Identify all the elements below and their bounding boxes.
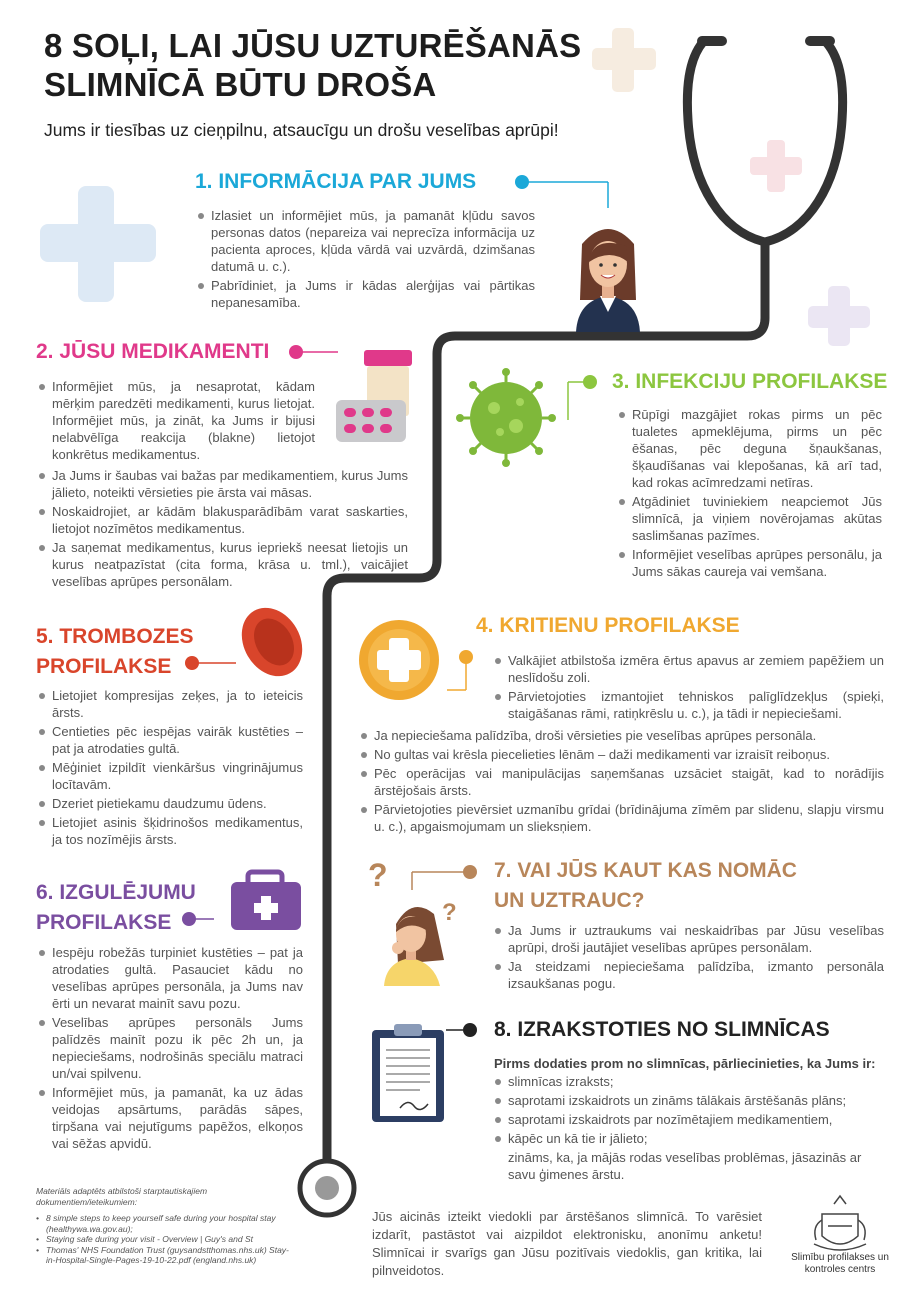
- plus-icon: [808, 286, 870, 346]
- woman-avatar-icon: [576, 229, 640, 332]
- list-item: Pārvietojoties pievērsiet uzmanību grīdai (brīdinājuma zīmēm par slidenu, slapju virsmu u. c.), apgaismojumam un slieksņiem.: [360, 801, 884, 835]
- section-7-title-line2: UN UZTRAUC?: [494, 889, 645, 912]
- list-item: Informējiet mūs, ja nesaprotat, kādam mērķim paredzēti medikamenti, kurus lietojat. Informējiet mūs, ja zināt, ka Jums ir bijusi nelabvēlīga reakcija (blakne) lietojot konkrētus medikamentus.: [38, 378, 315, 463]
- list-item: kāpēc un kā tie ir jālieto;: [494, 1130, 884, 1147]
- section-2-list-wide: [38, 467, 408, 592]
- references: [36, 1186, 296, 1266]
- references-intro: Materiāls adaptēts atbilstoši starptautiskajiem dokumentiem/ieteikumiem:: [36, 1186, 208, 1207]
- section-8-lead: Pirms dodaties prom no slimnīcas, pārliecinieties, ka Jums ir:: [494, 1056, 876, 1071]
- list-item: Ja nepieciešama palīdzība, droši vērsieties pie veselības aprūpes personāla.: [360, 727, 884, 744]
- section-1-list: [197, 207, 535, 313]
- page-title-line2: SLIMNĪCĀ BŪTU DROŠA: [44, 66, 437, 103]
- list-item: Veselības aprūpes personāls Jums palīdzēs mainīt pozu ik pēc 2h un, ja nepieciešams, nodrošinās speciālu matraci un/vai spilvenu.: [38, 1014, 303, 1082]
- emblem-icon: [814, 1196, 866, 1250]
- list-item: Ja steidzami nepieciešama palīdzība, izmanto personāla izsaukšanas pogu.: [494, 958, 884, 992]
- list-item: saprotami izskaidrots un zināms tālākais ārstēšanās plāns;: [494, 1092, 884, 1109]
- svg-text:?: ?: [368, 857, 388, 893]
- section-4-list-top: [494, 652, 884, 724]
- section-8-list: [494, 1073, 884, 1147]
- list-item: slimnīcas izraksts;: [494, 1073, 884, 1090]
- virus-icon: [456, 368, 556, 467]
- section-6-title: [36, 878, 196, 938]
- reference-item: • Thomas' NHS Foundation Trust (guysandstthomas.nhs.uk) Stay-in-Hospital-Single-Pages-19-10-22.pdf (england.nhs.uk): [36, 1245, 296, 1266]
- page-title: [44, 26, 604, 104]
- list-item: Pēc operācijas vai manipulācijas saņemšanas uzsāciet staigāt, kad to norādījis ārstējošais ārsts.: [360, 765, 884, 799]
- section-8-body: [494, 1056, 884, 1183]
- list-item: Pārvietojoties izmantojiet tehniskos palīglīdzekļus (spieķi, staigāšanas rāmi, ratiņkrēslu u. c.), ja tādi ir nepieciešami.: [494, 688, 884, 722]
- section-5-title-line2: PROFILAKSE: [36, 655, 172, 678]
- page-subtitle: Jums ir tiesības uz cieņpilnu, atsaucīgu un drošu veselības aprūpi!: [44, 120, 559, 140]
- section-1-title: 1. INFORMĀCIJA PAR JUMS: [195, 170, 477, 193]
- reference-item: • 8 simple steps to keep yourself safe during your hospital stay (healthywa.wa.gov.au);: [36, 1213, 296, 1234]
- section-8-continuation: zināms, ka, ja mājās rodas veselības problēmas, jāsazinās ar savu ģimenes ārstu.: [508, 1150, 862, 1182]
- section-4-list-bottom: [360, 727, 884, 837]
- list-item: Rūpīgi mazgājiet rokas pirms un pēc tualetes apmeklējuma, pirms un pēc ēšanas, pēc deguna šņaukšanas, šķaudīšanas vai klepošanas, kā arī tad, kad rokas acīmredzami netīras.: [618, 406, 882, 491]
- list-item: Informējiet veselības aprūpes personālu, ja Jums sākas caureja vai vemšana.: [618, 546, 882, 580]
- section-5-title: [36, 622, 194, 682]
- page-title-line1: 8 SOĻI, LAI JŪSU UZTURĒŠANĀS: [44, 27, 582, 64]
- section-8-title: 8. IZRAKSTOTIES NO SLIMNĪCAS: [494, 1018, 830, 1041]
- list-item: Iespēju robežās turpiniet kustēties – pat ja atrodaties gultā. Pasauciet kādu no veselības aprūpes personāla, ja Jums nav ērti un nevarat mainīt savu pozu.: [38, 944, 303, 1012]
- section-6-title-line1: 6. IZGULĒJUMU: [36, 881, 196, 904]
- section-6-title-line2: PROFILAKSE: [36, 911, 172, 934]
- plus-icon: [750, 140, 802, 192]
- section-3-title: 3. INFEKCIJU PROFILAKSE: [612, 370, 888, 393]
- list-item: Valkājiet atbilstoša izmēra ērtus apavus ar zemiem papēžiem un neslīdošu zoli.: [494, 652, 884, 686]
- list-item: Izlasiet un informējiet mūs, ja pamanāt kļūdu savos personas datos (nepareiza vai neprecīza informācija uz pacienta aproces, kļūda vārdā vai uzvārdā, dzimšanas datumā u. c.).: [197, 207, 535, 275]
- section-7-title-line1: 7. VAI JŪS KAUT KAS NOMĀC: [494, 859, 797, 882]
- list-item: saprotami izskaidrots par nozīmētajiem medikamentiem,: [494, 1111, 884, 1128]
- list-item: Centieties pēc iespējas vairāk kustēties – pat ja atrodaties gultā.: [38, 723, 303, 757]
- clipboard-icon: [372, 1024, 444, 1122]
- cross-circle-icon: [359, 620, 439, 700]
- list-item: Mēģiniet izpildīt vienkāršus vingrinājumus locītavām.: [38, 759, 303, 793]
- list-item: Pabrīdiniet, ja Jums ir kādas alerģijas vai pārtikas nepanesamība.: [197, 277, 535, 311]
- section-7-title: [494, 856, 797, 916]
- list-item: Lietojiet asinis šķidrinošos medikamentus, ja tos nozīmējis ārsts.: [38, 814, 303, 848]
- section-5-list: [38, 687, 303, 850]
- pill-bottle-icon: [336, 350, 412, 442]
- svg-text:?: ?: [442, 899, 457, 926]
- section-5-title-line1: 5. TROMBOZES: [36, 625, 194, 648]
- list-item: Noskaidrojiet, ar kādām blakusparādībām varat saskarties, lietojot nozīmētos medikamentus.: [38, 503, 408, 537]
- list-item: Dzeriet pietiekamu daudzumu ūdens.: [38, 795, 303, 812]
- references-list: [36, 1213, 296, 1266]
- blood-cell-icon: [230, 597, 314, 687]
- organization-line2: kontroles centrs: [804, 1264, 876, 1275]
- footer-text: Jūs aicinās izteikt viedokli par ārstēšanos slimnīcā. To varēsiet izdarīt, pastāstot vai aizpildot elektronisku, anonīmu anketu! Slimnīcai ir svarīgs gan Jūsu pozitīvais viedoklis, gan kritika, lai pilnveidotos.: [372, 1209, 762, 1278]
- reference-item: • Staying safe during your visit - Overview | Guy's and St: [36, 1234, 296, 1245]
- organization-name: [785, 1252, 895, 1276]
- section-2-list: [38, 378, 315, 465]
- first-aid-kit-icon: [231, 872, 301, 930]
- list-item: Ja saņemat medikamentus, kurus iepriekš neesat lietojis un kurus neatpazīstat (cita forma, krāsa u. tml.), vaicājiet veselības aprūpes personālam.: [38, 539, 408, 590]
- list-item: No gultas vai krēsla piecelieties lēnām – daži medikamenti var izraisīt reiboņus.: [360, 746, 884, 763]
- section-6-list: [38, 944, 303, 1154]
- list-item: Ja Jums ir šaubas vai bažas par medikamentiem, kurus Jums jālieto, noteikti vērsieties pie ārsta vai māsas.: [38, 467, 408, 501]
- section-2-title: 2. JŪSU MEDIKAMENTI: [36, 340, 270, 363]
- section-7-list: [494, 922, 884, 994]
- list-item: Ja Jums ir uztraukums vai neskaidrības par Jūsu veselības aprūpi, droši jautājiet veselības aprūpes personālam.: [494, 922, 884, 956]
- list-item: Lietojiet kompresijas zeķes, ja to ieteicis ārsts.: [38, 687, 303, 721]
- section-3-list: [618, 406, 882, 582]
- list-item: Atgādiniet tuviniekiem neapciemot Jūs slimnīcā, ja viņiem novērojamas akūtas saslimšanas pazīmes.: [618, 493, 882, 544]
- organization-line1: Slimību profilakses un: [791, 1252, 889, 1263]
- plus-icon: [40, 186, 156, 302]
- list-item: Informējiet mūs, ja pamanāt, ka uz ādas veidojas apsārtums, parādās sāpes, tirpšana vai nejutīgums papēžos, elkoņos vai sēžas apvidū.: [38, 1084, 303, 1152]
- section-4-title: 4. KRITIENU PROFILAKSE: [476, 614, 740, 637]
